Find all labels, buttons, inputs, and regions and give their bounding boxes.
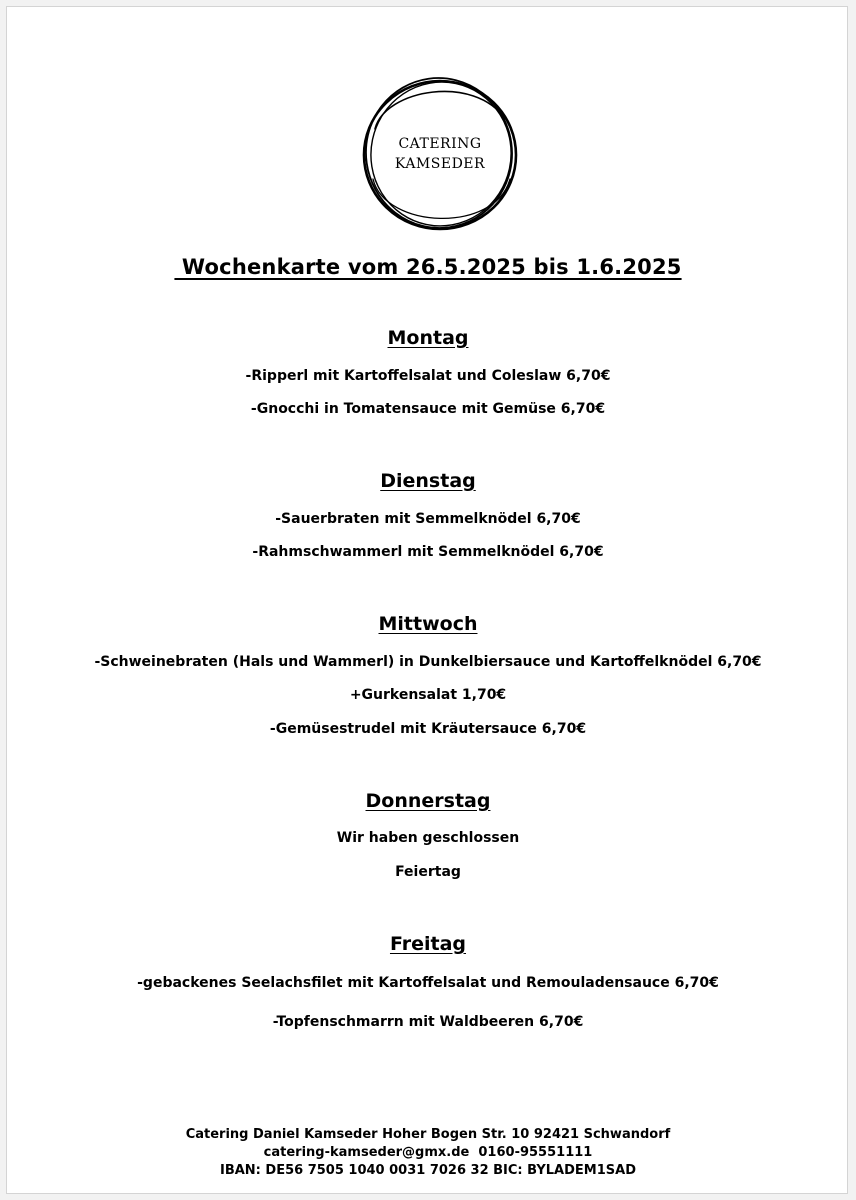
dish-item: -Gemüsestrudel mit Kräutersauce 6,70€ — [269, 721, 587, 737]
dish-item: -Gnocchi in Tomatensauce mit Gemüse 6,70€ — [250, 401, 606, 417]
logo-text-line1: CATERING — [398, 136, 482, 152]
footer-email-phone: catering-kamseder@gmx.de 0160-95551111 — [263, 1145, 593, 1160]
dish-item: -Sauerbraten mit Semmelknödel 6,70€ — [275, 511, 581, 527]
holiday-notice: Feiertag — [395, 864, 461, 880]
dish-item: +Gurkensalat 1,70€ — [349, 687, 507, 703]
dish-item: -Rahmschwammerl mit Semmelknödel 6,70€ — [252, 544, 604, 560]
day-heading-mittwoch: Mittwoch — [378, 613, 478, 635]
logo-text-line2: KAMSEDER — [394, 156, 486, 172]
footer-contact — [7, 1126, 849, 1180]
day-heading-donnerstag: Donnerstag — [365, 790, 491, 812]
menu-title: Wochenkarte vom 26.5.2025 bis 1.6.2025 — [174, 255, 682, 279]
footer-bank-details: IBAN: DE56 7505 1040 0031 7026 32 BIC: BYLADEM1SAD — [220, 1163, 636, 1178]
footer-address: Catering Daniel Kamseder Hoher Bogen Str. 10 92421 Schwandorf — [185, 1127, 671, 1142]
dish-item: -Ripperl mit Kartoffelsalat und Coleslaw 6,70€ — [245, 368, 611, 384]
day-heading-dienstag: Dienstag — [380, 470, 476, 492]
dish-item: -gebackenes Seelachsfilet mit Kartoffelsalat und Remouladensauce 6,70€ — [137, 975, 719, 991]
closed-notice: Wir haben geschlossen — [336, 830, 520, 846]
dish-item: -Topfenschmarrn mit Waldbeeren 6,70€ — [272, 1014, 584, 1030]
day-heading-freitag: Freitag — [389, 933, 467, 955]
menu-page — [6, 6, 848, 1194]
catering-kamseder-logo — [355, 69, 525, 239]
dish-item: -Schweinebraten (Hals und Wammerl) in Dunkelbiersauce und Kartoffelknödel 6,70€ — [94, 654, 762, 670]
day-heading-montag: Montag — [387, 327, 469, 349]
